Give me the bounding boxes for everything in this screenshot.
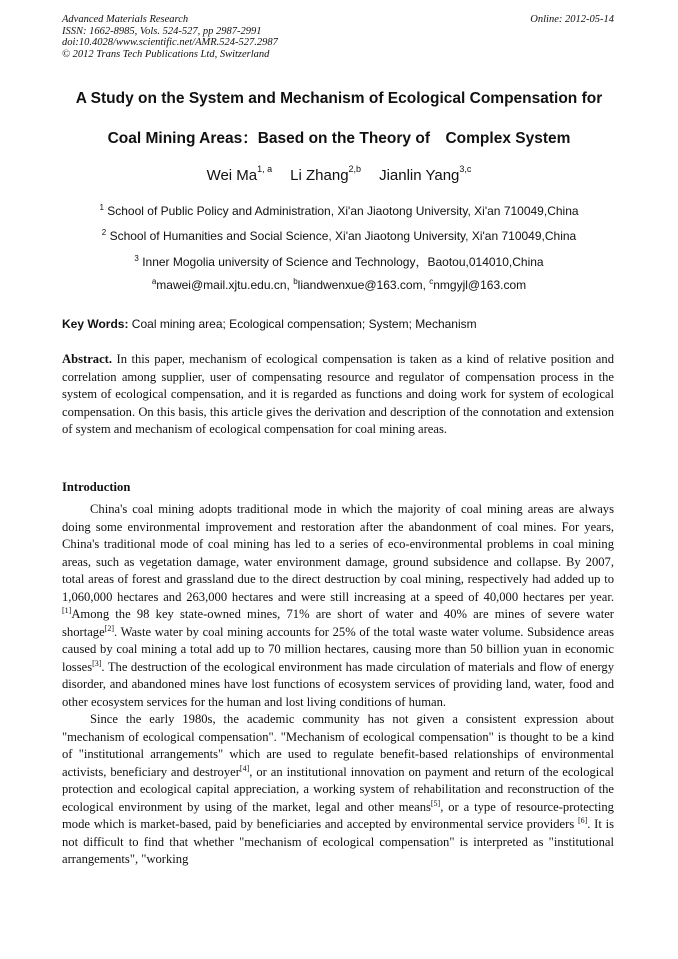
keywords-text: Coal mining area; Ecological compensation; System; Mechanism <box>128 317 477 331</box>
citation: [5] <box>430 798 441 808</box>
paragraph: Since the early 1980s, the academic community has not given a consistent expression about "mechanism of ecological compensation". "Mechanism of ecological compensation" is thought to be a kind of "institutional arrangements" which are used to regulate benefit-based relationships of environmental activists, beneficiary and destroyer[4], or an institutional innovation on payment and return of the ecological protection and ecological capital appreciation, a working system of rehabilitation and reconstruction of the ecological environment by using of the market, legal and other means[5], or a type of resource-protecting mode which is market-based, paid by beneficiaries and accepted by environmental service providers [6]. It is not difficult to find that whether "mechanism of ecological compensation" is interpreted as "institutional arrangements", "working <box>62 712 614 866</box>
email-line <box>0 277 678 292</box>
affiliation-3 <box>0 253 678 270</box>
author-sup: 3,c <box>459 164 472 174</box>
citation: [2] <box>104 623 114 633</box>
author-name: Li Zhang <box>290 167 349 184</box>
citation: [1] <box>62 605 72 615</box>
doi-line: doi:10.4028/www.scientific.net/AMR.524-527.2987 <box>62 37 278 48</box>
title-line-2: Coal Mining Areas：Based on the Theory of Complex System <box>107 130 571 147</box>
title-line-1: A Study on the System and Mechanism of Ecological Compensation for <box>75 90 603 107</box>
journal-name: Advanced Materials Research <box>62 14 189 25</box>
author-name: Jianlin Yang <box>379 167 460 184</box>
affiliation-sup: 1 <box>99 203 104 212</box>
affiliation-sup: 3 <box>134 254 139 263</box>
abstract-text: In this paper, mechanism of ecological compensation is taken as a kind of relative position and correlation among supplier, user of compensating resource and regulator of compensation process in the system of ecological compensation, and it is regarded as functions and doing work for system of ecological compensation. On this basis, this article gives the derivation and description of the connotation and extension of system and mechanism of ecological compensation for coal mining areas. <box>62 352 614 436</box>
email-sup: b <box>293 277 298 286</box>
keywords <box>62 317 622 331</box>
email-sup: a <box>151 277 157 286</box>
author-list <box>0 166 678 184</box>
copyright-line: © 2012 Trans Tech Publications Ltd, Switzerland <box>62 48 270 60</box>
citation: [3] <box>92 658 102 668</box>
issn-line: ISSN: 1662-8985, Vols. 524-527, pp 2987-2991 <box>62 25 262 37</box>
author-name: Wei Ma <box>206 167 258 184</box>
introduction-body <box>62 501 614 869</box>
affiliation-text: School of Public Policy and Administration, Xi'an Jiaotong University, Xi'an 710049,China <box>107 204 579 218</box>
running-header <box>62 14 614 60</box>
email-c: nmgyjl@163.com <box>433 278 527 292</box>
section-heading: Introduction <box>62 480 131 494</box>
author-sup: 2,b <box>348 164 362 174</box>
affiliation-2 <box>0 228 678 243</box>
email-b: liandwenxue@163.com, <box>297 278 430 292</box>
affiliation-text: Inner Mogolia university of Science and Technology，Baotou,014010,China <box>142 255 544 269</box>
email-sup: c <box>429 277 434 286</box>
citation: [6] <box>577 815 588 825</box>
author-sup: 1, a <box>257 164 273 174</box>
online-date: Online: 2012-05-14 <box>530 14 614 25</box>
affiliation-sup: 2 <box>101 228 107 237</box>
paragraph: China's coal mining adopts traditional mode in which the majority of coal mining areas are always doing some environmental improvement and restoration after the abandonment of coal mines. For years, China's traditional mode of coal mining has led to a series of eco-environmental problems in coal mining areas, such as vegetation damage, water environment damage, ground subsidence and collapse. By 2007, total areas of forest and grassland due to the direct destruction by coal mining, respectively had added up to 1,060,000 hectares and 263,000 hectares and were still increasing at a speed of 40,000 hectares per year.[1]Among the 98 key state-owned mines, 71% are short of water and 40% are mines of severe water shortage[2]. Waste water by coal mining accounts for 25% of the total waste water volume. Subsidence areas caused by coal mining a total add up to 70 million hectares, causing more than 50 billion yuan in economic losses[3]. The destruction of the ecological environment has made circulation of materials and flow of energy disorder, and abandoned mines have lost functions of ecosystem services of providing land, water, food and other ecosystem services for the human and lost living conditions of human. <box>62 502 614 709</box>
email-a: mawei@mail.xjtu.edu.cn, <box>156 278 294 292</box>
affiliation-text: School of Humanities and Social Science, Xi'an Jiaotong University, Xi'an 710049,China <box>109 229 577 243</box>
affiliation-1 <box>0 203 678 218</box>
citation: [4] <box>239 763 250 773</box>
abstract-label: Abstract. <box>62 352 113 366</box>
keywords-label: Key Words: <box>62 317 129 331</box>
abstract <box>62 351 614 439</box>
